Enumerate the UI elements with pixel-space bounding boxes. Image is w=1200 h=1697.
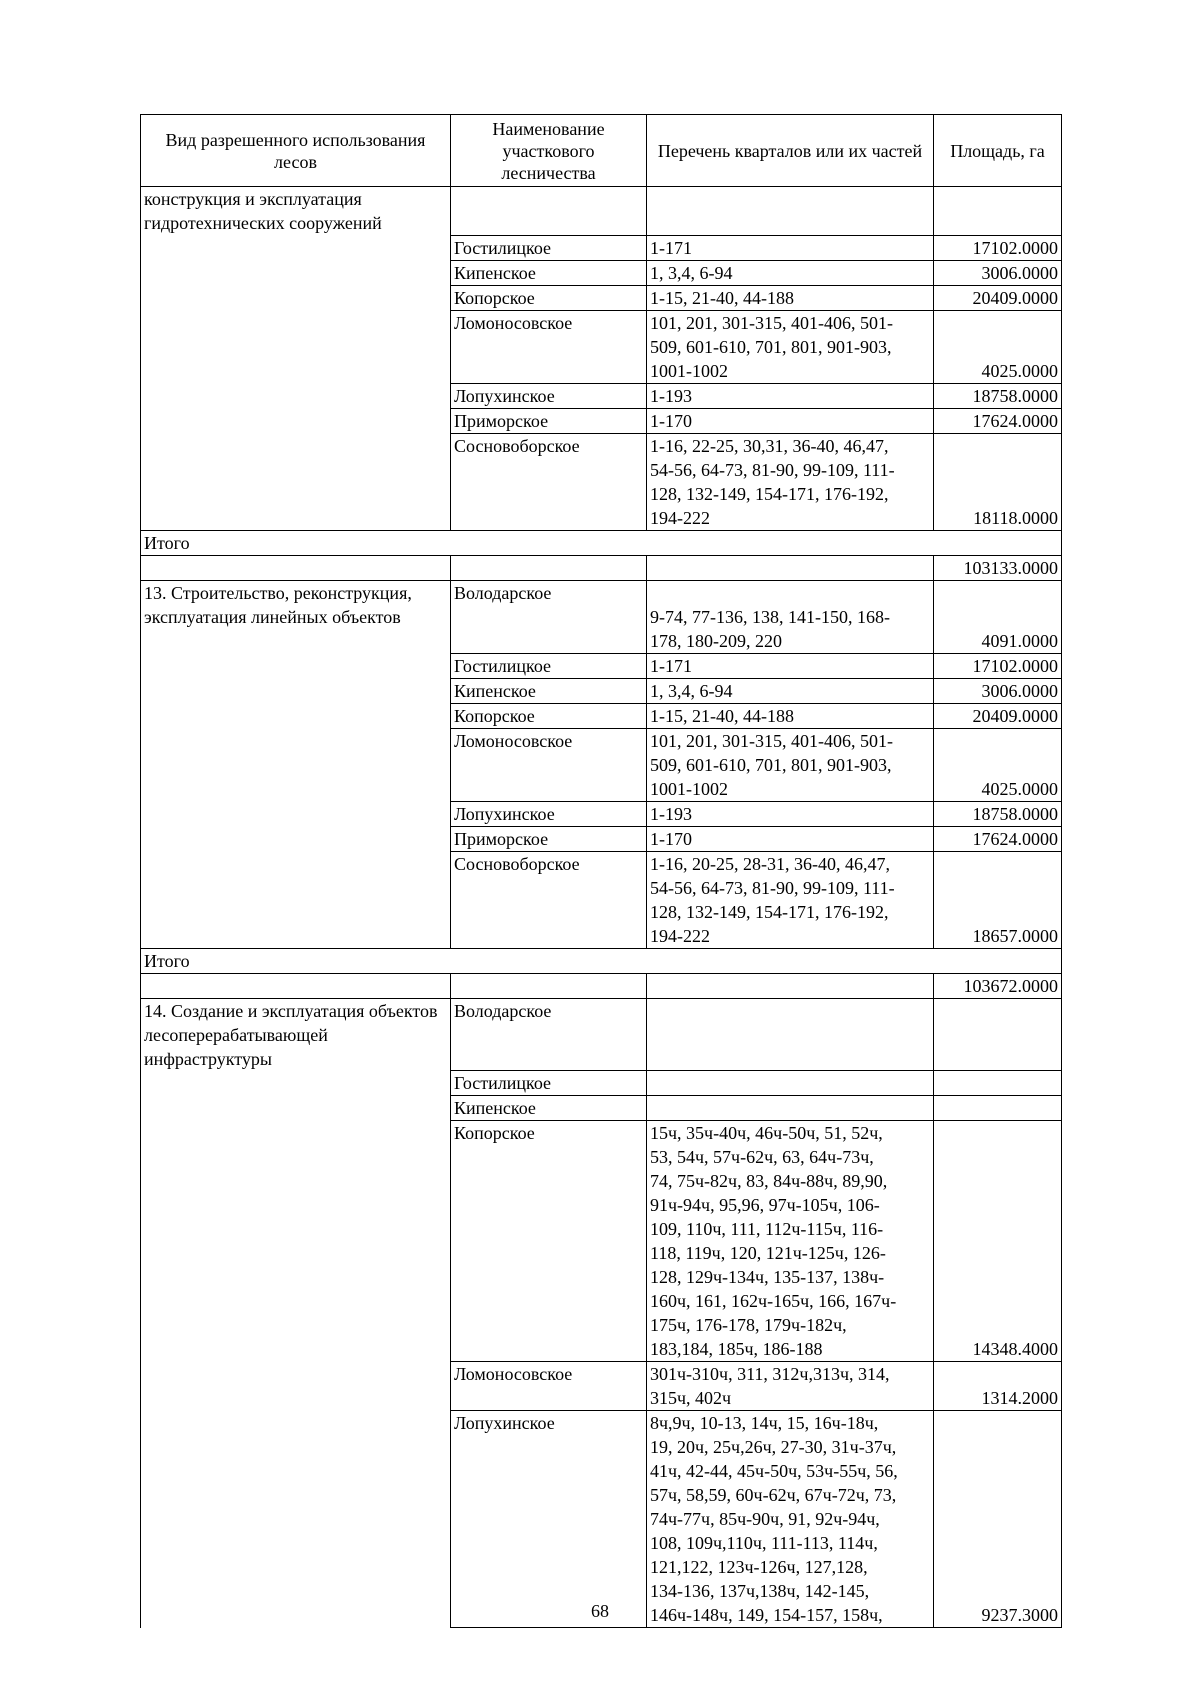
- forestry-name: Кипенское: [451, 678, 647, 703]
- area-value: 14348.4000: [934, 1121, 1062, 1362]
- table-row: [141, 851, 1062, 948]
- use-kind-cell: [141, 1121, 451, 1362]
- total-empty-cell: [451, 973, 647, 998]
- area-value: 17624.0000: [934, 826, 1062, 851]
- table-header: [141, 115, 1062, 187]
- page-number: 68: [591, 1601, 609, 1621]
- quarters-list: 101, 201, 301-315, 401-406, 501- 509, 601-610, 701, 801, 901-903, 1001-1002: [647, 728, 934, 801]
- table-row: [141, 728, 1062, 801]
- table-row: [141, 187, 1062, 236]
- use-kind-cell: [141, 678, 451, 703]
- use-kind-cell: [141, 383, 451, 408]
- use-kind-cell: [141, 703, 451, 728]
- table-row: [141, 235, 1062, 260]
- quarters-list: 8ч,9ч, 10-13, 14ч, 15, 16ч-18ч, 19, 20ч, 25ч,26ч, 27-30, 31ч-37ч, 41ч, 42-44, 45ч-50ч, 53ч-55ч, 56, 57ч, 58,59, 60ч-62ч, 67ч-72ч, 73, 74ч-77ч, 85ч-90ч, 91, 92ч-94ч, 108, 109ч,110ч, 111-113, 114ч, 121,122, 123ч-126ч, 127,128, 134-136, 137ч,138ч, 142-145, 146ч-148ч, 149, 154-157, 158ч,: [647, 1411, 934, 1628]
- use-kind-cell: 13. Строительство, реконструкция, эксплуатация линейных объектов: [141, 580, 451, 653]
- quarters-list: 1, 3,4, 6-94: [647, 260, 934, 285]
- use-kind-cell: [141, 408, 451, 433]
- total-empty-cell: [141, 555, 451, 580]
- total-empty-cell: [647, 973, 934, 998]
- forestry-name: Приморское: [451, 826, 647, 851]
- area-value: [934, 1096, 1062, 1121]
- use-kind-cell: [141, 260, 451, 285]
- area-value: 17102.0000: [934, 235, 1062, 260]
- forestry-name: Гостилицкое: [451, 1071, 647, 1096]
- table-row: [141, 1121, 1062, 1362]
- area-value: 4091.0000: [934, 580, 1062, 653]
- quarters-list: 1-193: [647, 383, 934, 408]
- quarters-list: [647, 1071, 934, 1096]
- total-empty-cell: [647, 555, 934, 580]
- table-row: [141, 678, 1062, 703]
- table-row: [141, 580, 1062, 653]
- area-value: 20409.0000: [934, 703, 1062, 728]
- quarters-list: 1-15, 21-40, 44-188: [647, 703, 934, 728]
- forestry-name: Лопухинское: [451, 383, 647, 408]
- forestry-name: Лопухинское: [451, 1411, 647, 1628]
- table-row: [141, 310, 1062, 383]
- table-row: [141, 653, 1062, 678]
- table-row-itog: [141, 948, 1062, 973]
- use-kind-cell: конструкция и эксплуатация гидротехнических сооружений: [141, 187, 451, 236]
- forestry-name: Ломоносовское: [451, 1362, 647, 1411]
- area-value: 17624.0000: [934, 408, 1062, 433]
- forestry-name: Сосновоборское: [451, 851, 647, 948]
- header-forestry: Наименование участкового лесничества: [451, 115, 647, 187]
- quarters-list: 1-193: [647, 801, 934, 826]
- quarters-list: [647, 998, 934, 1071]
- forestry-name: Лопухинское: [451, 801, 647, 826]
- total-area: 103672.0000: [934, 973, 1062, 998]
- use-kind-cell: [141, 851, 451, 948]
- total-area: 103133.0000: [934, 555, 1062, 580]
- table-row: [141, 703, 1062, 728]
- forestry-name: [451, 187, 647, 236]
- quarters-list: 15ч, 35ч-40ч, 46ч-50ч, 51, 52ч, 53, 54ч, 57ч-62ч, 63, 64ч-73ч, 74, 75ч-82ч, 83, 84ч-88ч, 89,90, 91ч-94ч, 95,96, 97ч-105ч, 106- 109, 110ч, 111, 112ч-115ч, 116- 118, 119ч, 120, 121ч-125ч, 126- 128, 129ч-134ч, 135-137, 138ч- 160ч, 161, 162ч-165ч, 166, 167ч- 175ч, 176-178, 179ч-182ч, 183,184, 185ч, 186-188: [647, 1121, 934, 1362]
- use-kind-cell: [141, 653, 451, 678]
- quarters-list: 1-170: [647, 408, 934, 433]
- area-value: 18758.0000: [934, 383, 1062, 408]
- use-kind-cell: [141, 1411, 451, 1628]
- use-kind-cell: [141, 826, 451, 851]
- forestry-name: Сосновоборское: [451, 433, 647, 530]
- forestry-name: Ломоносовское: [451, 728, 647, 801]
- table-row-total: [141, 973, 1062, 998]
- table-body: [141, 187, 1062, 1628]
- quarters-list: 1-171: [647, 235, 934, 260]
- area-value: 9237.3000: [934, 1411, 1062, 1628]
- area-value: 17102.0000: [934, 653, 1062, 678]
- forestry-name: Кипенское: [451, 260, 647, 285]
- table-row: [141, 1362, 1062, 1411]
- table-row: [141, 1071, 1062, 1096]
- forestry-name: Кипенское: [451, 1096, 647, 1121]
- area-value: 18758.0000: [934, 801, 1062, 826]
- table-row: [141, 408, 1062, 433]
- area-value: [934, 1071, 1062, 1096]
- quarters-list: [647, 187, 934, 236]
- quarters-list: 1-170: [647, 826, 934, 851]
- header-area: Площадь, га: [934, 115, 1062, 187]
- table-row: [141, 801, 1062, 826]
- quarters-list: 9-74, 77-136, 138, 141-150, 168- 178, 180-209, 220: [647, 580, 934, 653]
- area-value: 4025.0000: [934, 728, 1062, 801]
- table-row: [141, 826, 1062, 851]
- area-value: 18118.0000: [934, 433, 1062, 530]
- area-value: 3006.0000: [934, 678, 1062, 703]
- forestry-name: Володарское: [451, 580, 647, 653]
- quarters-list: 1-16, 22-25, 30,31, 36-40, 46,47, 54-56, 64-73, 81-90, 99-109, 111- 128, 132-149, 154-171, 176-192, 194-222: [647, 433, 934, 530]
- area-value: 4025.0000: [934, 310, 1062, 383]
- total-empty-cell: [141, 973, 451, 998]
- use-kind-cell: [141, 1071, 451, 1096]
- table-row: [141, 998, 1062, 1071]
- forestry-name: Гостилицкое: [451, 235, 647, 260]
- area-value: 1314.2000: [934, 1362, 1062, 1411]
- table-row: [141, 1096, 1062, 1121]
- header-kind: Вид разрешенного использования лесов: [141, 115, 451, 187]
- total-empty-cell: [451, 555, 647, 580]
- quarters-list: 1-171: [647, 653, 934, 678]
- forestry-name: Ломоносовское: [451, 310, 647, 383]
- quarters-list: 1, 3,4, 6-94: [647, 678, 934, 703]
- header-quarters: Перечень кварталов или их частей: [647, 115, 934, 187]
- area-value: [934, 998, 1062, 1071]
- area-value: 20409.0000: [934, 285, 1062, 310]
- area-value: [934, 187, 1062, 236]
- forest-use-table: [140, 114, 1062, 1628]
- table-row: [141, 433, 1062, 530]
- forestry-name: Володарское: [451, 998, 647, 1071]
- use-kind-cell: 14. Создание и эксплуатация объектов лесоперерабатывающей инфраструктуры: [141, 998, 451, 1071]
- quarters-list: 101, 201, 301-315, 401-406, 501- 509, 601-610, 701, 801, 901-903, 1001-1002: [647, 310, 934, 383]
- area-value: 18657.0000: [934, 851, 1062, 948]
- use-kind-cell: [141, 433, 451, 530]
- use-kind-cell: [141, 285, 451, 310]
- use-kind-cell: [141, 801, 451, 826]
- forestry-name: Гостилицкое: [451, 653, 647, 678]
- table-row: [141, 1411, 1062, 1628]
- itog-label: Итого: [141, 948, 1062, 973]
- use-kind-cell: [141, 310, 451, 383]
- table-row: [141, 383, 1062, 408]
- use-kind-cell: [141, 1096, 451, 1121]
- table-row-total: [141, 555, 1062, 580]
- area-value: 3006.0000: [934, 260, 1062, 285]
- itog-label: Итого: [141, 530, 1062, 555]
- use-kind-cell: [141, 728, 451, 801]
- table-row: [141, 260, 1062, 285]
- use-kind-cell: [141, 1362, 451, 1411]
- forestry-name: Копорское: [451, 1121, 647, 1362]
- forestry-name: Приморское: [451, 408, 647, 433]
- table-row-itog: [141, 530, 1062, 555]
- use-kind-cell: [141, 235, 451, 260]
- quarters-list: 301ч-310ч, 311, 312ч,313ч, 314, 315ч, 402ч: [647, 1362, 934, 1411]
- table-row: [141, 285, 1062, 310]
- quarters-list: 1-16, 20-25, 28-31, 36-40, 46,47, 54-56, 64-73, 81-90, 99-109, 111- 128, 132-149, 154-171, 176-192, 194-222: [647, 851, 934, 948]
- forestry-name: Копорское: [451, 703, 647, 728]
- quarters-list: 1-15, 21-40, 44-188: [647, 285, 934, 310]
- forestry-name: Копорское: [451, 285, 647, 310]
- quarters-list: [647, 1096, 934, 1121]
